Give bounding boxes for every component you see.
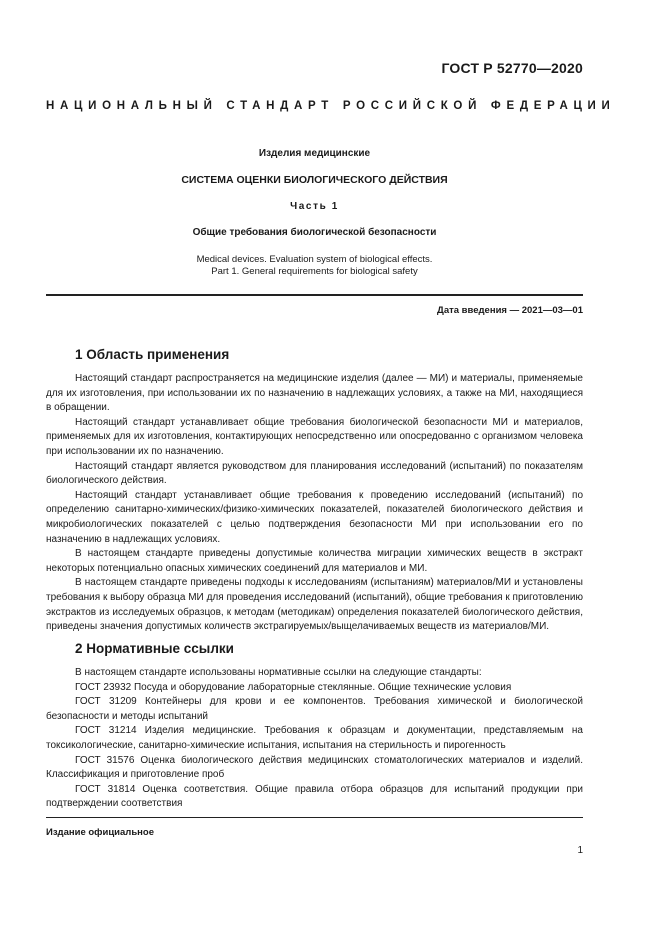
national-standard-banner: НАЦИОНАЛЬНЫЙ СТАНДАРТ РОССИЙСКОЙ ФЕДЕРАЦИИ (46, 100, 616, 112)
reference-item: ГОСТ 31814 Оценка соответствия. Общие правила отбора образцов для испытаний продукции при подтверждении соответствия (46, 783, 583, 810)
part-label: Часть 1 (290, 201, 339, 212)
paragraph: В настоящем стандарте приведены подходы к исследованиям (испытаниям) материалов/МИ и установлены требования к выбору образца МИ для проведения исследований (испытаний), общие требования к приготовлению экстрактов из исследуемых образцов, к методам (методикам) определения показателей биологического действия, приведены значения допустимых количеств экстрагируемых/выщелачиваемых веществ из материалов/МИ. (46, 577, 583, 633)
title-line-2: СИСТЕМА ОЦЕНКИ БИОЛОГИЧЕСКОГО ДЕЙСТВИЯ (181, 174, 448, 186)
standard-number: ГОСТ Р 52770—2020 (441, 60, 583, 76)
reference-item: ГОСТ 31576 Оценка биологического действия медицинских стоматологических материалов и изделий. Классификация и приготовление проб (46, 754, 583, 781)
part-title: Общие требования биологической безопасности (192, 227, 437, 238)
paragraph: Настоящий стандарт устанавливает общие требования биологической безопасности МИ и материалов, применяемых для их изготовления, контактирующих непосредственно или опосредованно с организмом человека при использовании их по назначению. (46, 416, 583, 457)
reference-item: ГОСТ 31209 Контейнеры для крови и ее компонентов. Требования химической и биологической безопасности и методы испытаний (46, 696, 583, 722)
paragraph: В настоящем стандарте приведены допустимые количества миграции химических веществ в экстракт некоторых потенциально опасных химических соединений для материалов и МИ. (46, 548, 583, 574)
top-divider (46, 294, 583, 296)
bottom-divider (46, 817, 583, 818)
section-2-body (46, 666, 583, 812)
paragraph: В настоящем стандарте использованы нормативные ссылки на следующие стандарты: (75, 667, 482, 678)
page-number: 1 (577, 845, 583, 856)
reference-item: ГОСТ 23932 Посуда и оборудование лабораторные стеклянные. Общие технические условия (75, 681, 512, 693)
reference-item: ГОСТ 31214 Изделия медицинские. Требования к образцам и документации, представляемым на токсикологические, санитарно-химические испытания, испытания на стерильность и пирогенность (46, 725, 583, 751)
title-line-1: Изделия медицинские (258, 148, 371, 159)
edition-label: Издание официальное (46, 827, 154, 838)
paragraph: Настоящий стандарт является руководством для планирования исследований (испытаний) по показателям биологического действия. (46, 460, 583, 487)
section-1-heading: 1 Область применения (75, 347, 230, 362)
paragraph: Настоящий стандарт устанавливает общие требования к проведению исследований (испытаний) по определению санитарно-химических/физико-химических показателей, показателей биологического действия и микробиологических показателей с целью подтверждения безопасности МИ при использовании его по назначению в надлежащих условиях. (46, 489, 583, 545)
paragraph: Настоящий стандарт распространяется на медицинские изделия (далее — МИ) и материалы, применяемые для их изготовления, при использовании их по назначению в надлежащих условиях, а также на МИ, находящиеся в обращении. (46, 373, 583, 414)
section-2-heading: 2 Нормативные ссылки (75, 641, 234, 656)
section-1-body (46, 372, 583, 635)
english-title (46, 254, 583, 278)
english-title-line-2: Part 1. General requirements for biological safety (211, 266, 418, 277)
english-title-line-1: Medical devices. Evaluation system of biological effects. (196, 254, 433, 265)
effective-date: Дата введения — 2021—03—01 (437, 305, 583, 316)
